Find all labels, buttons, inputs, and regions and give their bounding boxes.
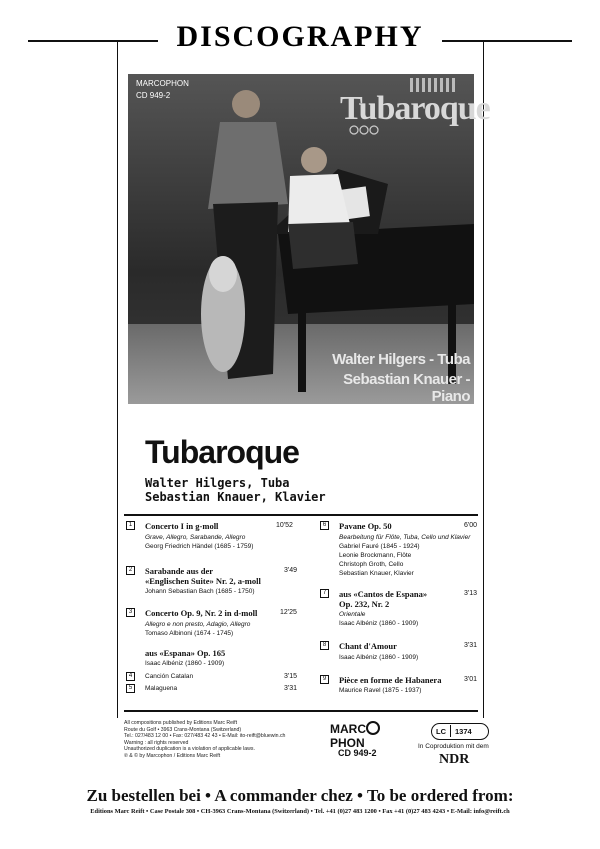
espana-composer: Isaac Albéniz (1860 - 1909) <box>145 660 225 667</box>
track-composer: Georg Friedrich Händel (1685 - 1759) <box>145 543 254 550</box>
cover-title: Tubaroque <box>340 90 490 127</box>
track-number: 8 <box>320 641 329 650</box>
track-arrangement: Bearbeitung für Flöte, Tuba, Cello und Klavier <box>339 534 471 541</box>
track-4 <box>126 672 302 682</box>
track-number: 5 <box>126 684 135 693</box>
track-title-line-2: «Englischen Suite» Nr. 2, a-moll <box>145 576 261 586</box>
track-title-line-1: aus «Cantos de Espana» <box>339 589 428 599</box>
track-composer: Tomaso Albinoni (1674 - 1745) <box>145 630 234 637</box>
track-duration: 3'31 <box>284 685 298 692</box>
track-composer: Gabriel Fauré (1845 - 1924) <box>339 543 420 550</box>
track-number: 1 <box>126 521 135 530</box>
fine-print-line: All compositions published by Editions Marc Reift <box>124 720 238 726</box>
coproduction-text: In Coproduktion mit dem <box>418 743 489 750</box>
logo-text-right: PHON <box>330 736 365 750</box>
logo-text-left: MARC <box>330 722 366 736</box>
track-number: 3 <box>126 608 135 617</box>
track-number: 6 <box>320 521 329 530</box>
tracklist-top-rule <box>124 514 478 516</box>
performer-1: Walter Hilgers, Tuba <box>145 476 290 490</box>
performer-2: Sebastian Knauer, Klavier <box>145 490 326 504</box>
track-movements: Allegro e non presto, Adagio, Allegro <box>145 621 251 628</box>
cover-performer-1: Walter Hilgers - Tuba <box>332 351 470 368</box>
track-5 <box>126 684 302 694</box>
track-number: 2 <box>126 566 135 575</box>
track-number: 9 <box>320 675 329 684</box>
cover-label: MARCOPHON <box>136 79 189 88</box>
track-number: 4 <box>126 672 135 681</box>
track-duration: 6'00 <box>464 522 478 529</box>
track-7 <box>320 589 480 629</box>
tracklist-bottom-rule <box>124 710 478 712</box>
lc-number: 1374 <box>455 727 472 736</box>
track-title: Pavane Op. 50 <box>339 521 392 531</box>
lc-divider <box>450 725 451 737</box>
espana-group <box>126 648 302 668</box>
track-9 <box>320 675 480 695</box>
track-2 <box>126 566 302 606</box>
footer-catalog-number: CD 949-2 <box>338 748 377 758</box>
track-title-line-1: Sarabande aus der <box>145 566 214 576</box>
track-duration: 3'01 <box>464 676 478 683</box>
track-musician: Christoph Groth, Cello <box>339 561 404 568</box>
copyright-notice <box>124 720 319 760</box>
track-8 <box>320 641 480 661</box>
track-title: Concerto Op. 9, Nr. 2 in d-moll <box>145 608 258 618</box>
track-composer: Johann Sebastian Bach (1685 - 1750) <box>145 588 255 595</box>
fine-print-line: Route du Golf • 3963 Crans-Montana (Switzerland) <box>124 726 242 733</box>
album-cover <box>128 74 490 405</box>
track-musician: Sebastian Knauer, Klavier <box>339 570 414 577</box>
track-3 <box>126 608 302 648</box>
lc-label: LC <box>436 727 446 736</box>
track-title: Chant d'Amour <box>339 641 397 651</box>
track-title-line-2: Op. 232, Nr. 2 <box>339 599 390 609</box>
album-title: Tubaroque <box>145 434 299 470</box>
track-title: Pièce en forme de Habanera <box>339 675 442 685</box>
track-title: Malaguena <box>145 685 178 692</box>
publisher-address: Editions Marc Reift • Case Postale 308 • CH-3963 Crans-Montana (Switzerland) • Tel. +41 (0)27 483 1200 • Fax +41 (0)27 483 4243 • E-Mail: info@reift.ch <box>90 808 510 815</box>
fine-print-line: Unauthorized duplication is a violation of applicable laws. <box>124 746 255 753</box>
page-title: DISCOGRAPHY <box>176 20 424 53</box>
track-musician: Leonie Brockmann, Flöte <box>339 552 412 559</box>
espana-title: aus «Espana» Op. 165 <box>145 648 226 658</box>
track-composer: Isaac Albéniz (1860 - 1909) <box>339 654 419 661</box>
track-title: Canción Catalan <box>145 673 194 680</box>
track-movements: Grave, Allegro, Sarabande, Allegro <box>145 534 246 541</box>
track-duration: 3'31 <box>464 642 478 649</box>
track-duration: 3'13 <box>464 590 478 597</box>
label-code-badge <box>431 723 489 740</box>
track-composer: Maurice Ravel (1875 - 1937) <box>339 687 422 694</box>
fine-print-line: Warning : all rights reserved <box>124 739 189 746</box>
track-6 <box>320 521 480 581</box>
track-1 <box>126 521 302 561</box>
track-number: 7 <box>320 589 329 598</box>
fine-print-line: Tel.: 027/483 12 00 • Fax: 027/483 42 43 • E-Mail: ito-reift@bluewin.ch <box>124 733 286 740</box>
cover-catalog: CD 949-2 <box>136 91 171 100</box>
order-heading: Zu bestellen bei • A commander chez • To be ordered from: <box>86 786 514 805</box>
cover-performer-2: Sebastian Knauer - Piano <box>343 371 470 405</box>
logo-ring-icon <box>366 721 380 735</box>
track-duration: 12'25 <box>280 609 297 616</box>
fine-print-line: ℗ & © by Marcophon / Editions Marc Reift <box>124 752 221 759</box>
track-title: Concerto I in g-moll <box>145 521 219 531</box>
track-composer: Isaac Albéniz (1860 - 1909) <box>339 620 419 627</box>
track-duration: 3'49 <box>284 567 298 574</box>
track-duration: 10'52 <box>276 522 293 529</box>
track-duration: 3'15 <box>284 673 298 680</box>
ndr-logo: NDR <box>439 752 470 767</box>
track-movement: Orientale <box>339 611 366 618</box>
marcophon-logo <box>330 721 410 750</box>
